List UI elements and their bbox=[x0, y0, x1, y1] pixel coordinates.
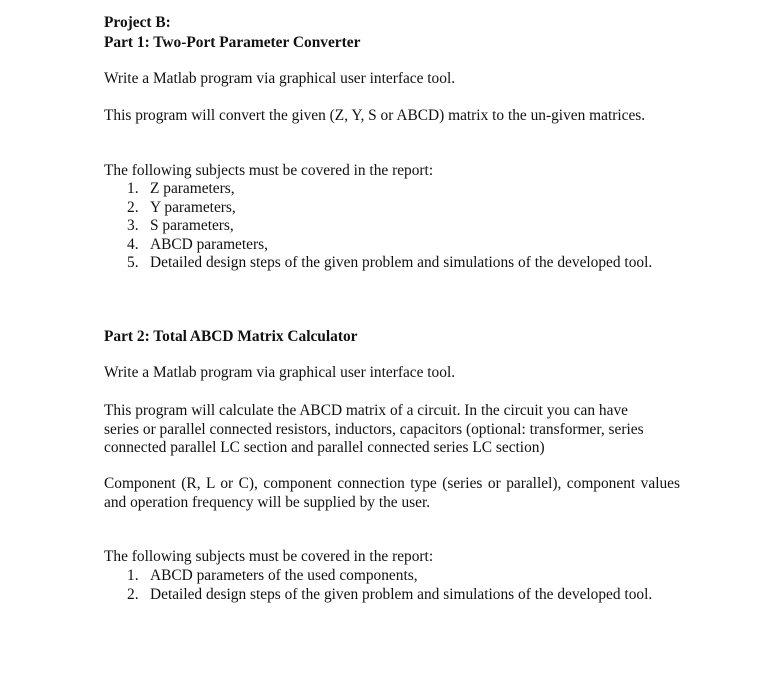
list-item-text: Detailed design steps of the given problem and simulations of the developed tool. bbox=[150, 254, 653, 271]
part1-subjects-intro: The following subjects must be covered in the report: bbox=[104, 162, 434, 179]
part2-subjects-intro: The following subjects must be covered in the report: bbox=[104, 548, 434, 565]
list-item-text: Z parameters, bbox=[150, 180, 235, 197]
list-item bbox=[104, 236, 704, 255]
list-item bbox=[104, 567, 704, 586]
list-item bbox=[104, 586, 704, 605]
part2-title: Part 2: Total ABCD Matrix Calculator bbox=[104, 328, 358, 345]
part1-paragraph-1: Write a Matlab program via graphical user interface tool. bbox=[104, 70, 456, 87]
part2-paragraph-2-line: series or parallel connected resistors, inductors, capacitors (optional: transformer, series bbox=[104, 420, 644, 438]
project-title: Project B: bbox=[104, 14, 171, 31]
list-item-text: Y parameters, bbox=[150, 198, 236, 216]
part2-paragraph-2-line: This program will calculate the ABCD matrix of a circuit. In the circuit you can have bbox=[104, 402, 628, 419]
part1-subjects-list bbox=[104, 180, 704, 273]
list-item bbox=[104, 199, 704, 218]
list-item-number: 5. bbox=[127, 254, 139, 271]
part2-subjects-list bbox=[104, 567, 704, 604]
list-item-number: 2. bbox=[127, 198, 139, 216]
list-item-number: 1. bbox=[127, 567, 139, 584]
list-item-number: 1. bbox=[127, 180, 139, 197]
part2-paragraph-1: Write a Matlab program via graphical user interface tool. bbox=[104, 364, 456, 381]
list-item-text: Detailed design steps of the given problem and simulations of the developed tool. bbox=[150, 585, 653, 603]
list-item bbox=[104, 254, 704, 273]
list-item bbox=[104, 217, 704, 236]
part2-paragraph-3: Component (R, L or C), component connection type (series or parallel), component values and operation frequency will be supplied by the user. bbox=[104, 475, 680, 511]
list-item-number: 4. bbox=[127, 235, 139, 253]
list-item bbox=[104, 180, 704, 199]
part2-paragraph-2-line: connected parallel LC section and parallel connected series LC section) bbox=[104, 439, 545, 456]
part2-paragraph-2 bbox=[104, 402, 644, 458]
list-item-number: 3. bbox=[127, 217, 139, 234]
part1-title: Part 1: Two-Port Parameter Converter bbox=[104, 34, 361, 51]
list-item-text: ABCD parameters of the used components, bbox=[150, 567, 418, 584]
list-item-text: S parameters, bbox=[150, 217, 234, 234]
list-item-text: ABCD parameters, bbox=[150, 235, 268, 253]
list-item-number: 2. bbox=[127, 585, 139, 603]
part1-paragraph-2: This program will convert the given (Z, Y, S or ABCD) matrix to the un-given matrices. bbox=[104, 107, 646, 124]
